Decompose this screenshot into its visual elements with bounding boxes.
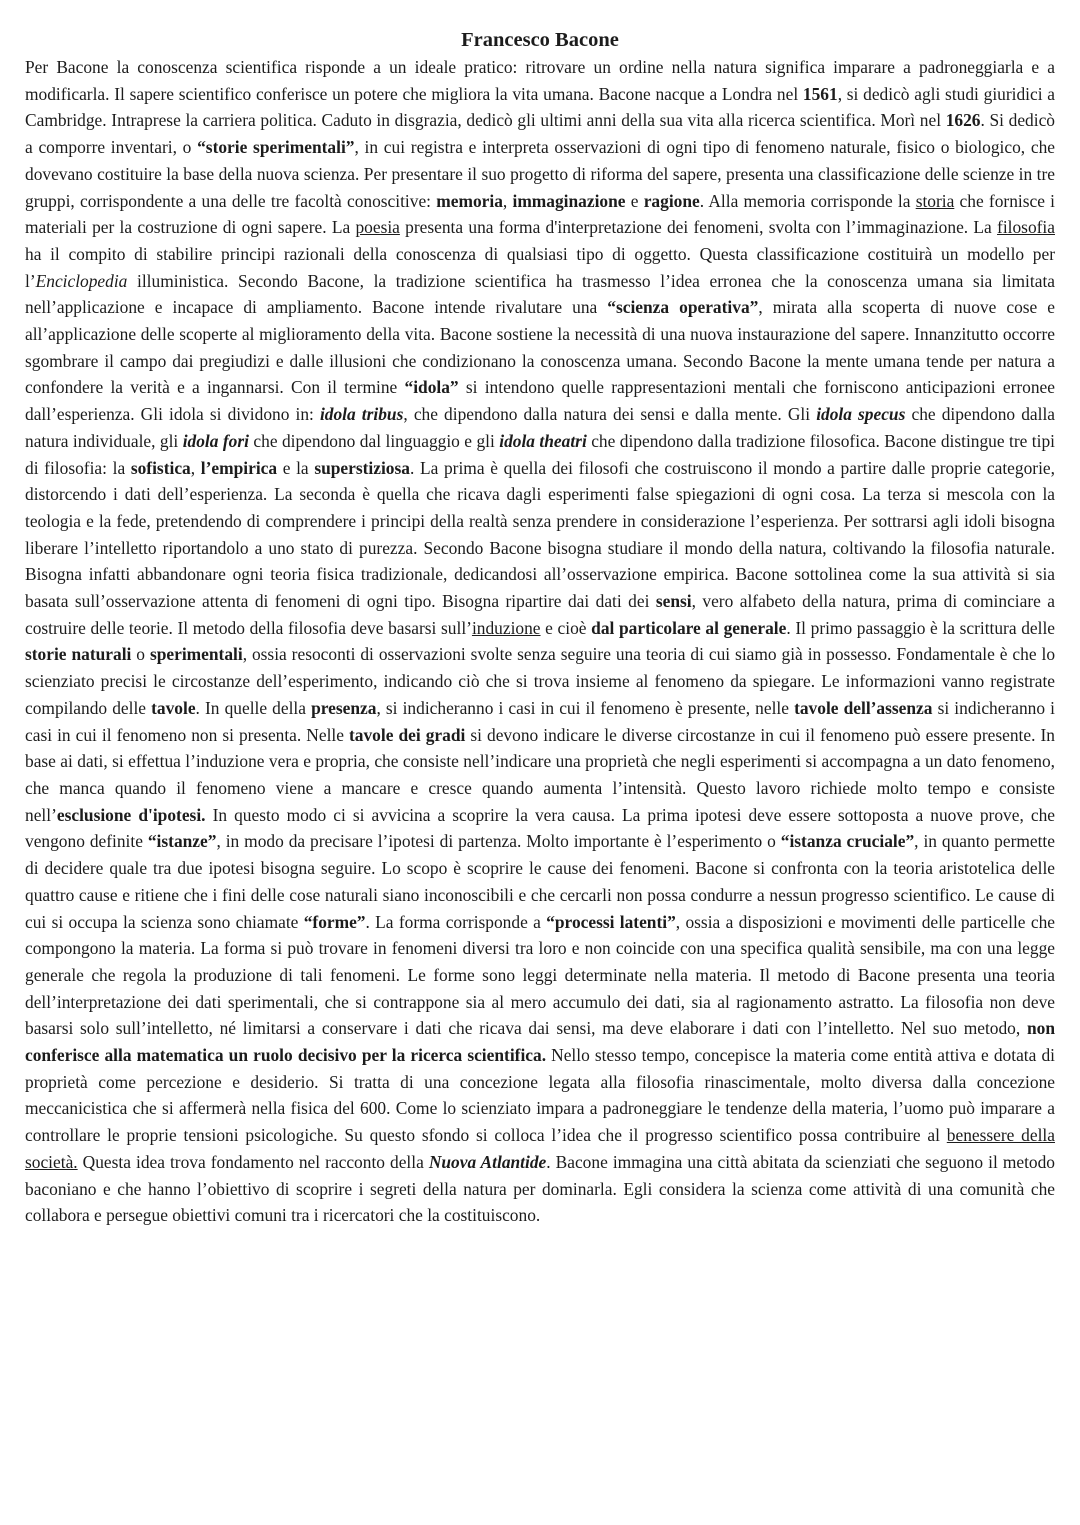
- body-text: che dipendono dalla tradizione filosofica. Bacone distingue tre tipi di filosofia: la: [25, 430, 1055, 478]
- body-text: , in cui registra e interpreta osservazioni di ogni tipo di fenomeno naturale, fisico o biologico, che dovevano costituire la base della nuova scienza. Per presentare il suo progetto di riforma del sapere, presenta una classificazione delle scienze in tre gruppi, corrispondente a una delle tre facoltà conoscitive:: [25, 137, 1055, 211]
- body-text: ,: [502, 190, 513, 211]
- body-text: che dipendono dal linguaggio e gli: [248, 430, 500, 451]
- body-text: si indicheranno i casi in cui il fenomeno non si presenta. Nelle: [25, 697, 1056, 745]
- underlined-term: filosofia: [997, 217, 1055, 238]
- bold-term: presenza: [311, 697, 377, 718]
- underlined-term: induzione: [471, 617, 541, 638]
- body-text: , in modo da precisare l’ipotesi di partenza. Molto importante è l’esperimento o: [216, 831, 781, 852]
- body-text: , vero alfabeto della natura, prima di cominciare a costruire delle teorie. Il metodo della filosofia deve basarsi sull’: [25, 591, 1056, 638]
- italic-term: Enciclopedia: [35, 270, 128, 291]
- document-body: [25, 54, 1055, 1229]
- body-text: . Il primo passaggio è la scrittura delle: [786, 617, 1056, 638]
- underlined-term: poesia: [355, 217, 400, 238]
- body-text: , che dipendono dalla natura dei sensi e dalla mente. Gli: [403, 404, 817, 425]
- underlined-term: benessere della società.: [25, 1125, 1055, 1172]
- bold-term: “idola”: [404, 377, 459, 398]
- bold-term: tavole dell’assenza: [794, 697, 933, 718]
- bold-term: “scienza operativa”: [607, 297, 759, 318]
- bold-term: “istanza cruciale”: [780, 831, 915, 852]
- body-text: . La prima è quella dei filosofi che costruiscono il mondo a partire dalle proprie categorie, distorcendo i dati dell’esperienza. La seconda è quella che ricava dagli esperimenti false spiegazioni di ogni cosa. La terza si mescola con la teologia e la fede, pretendendo di comprendere i principi della realtà senza prendere in considerazione l’esperienza. Per sottrarsi agli idoli bisogna liberare l’intelletto riportandolo a uno stato di purezza. Secondo Bacone bisogna studiare il mondo della natura, coltivando la filosofia naturale. Bisogna infatti abbandonare ogni teoria fisica tradizionale, dedicandosi all’osservazione empirica. Bacone sottolinea come la sua attività si sia basata sull’osservazione attenta di fenomeni di ogni tipo. Bisogna ripartire dai dati dei: [25, 457, 1055, 612]
- body-text: , si dedicò agli studi giuridici a Cambridge. Intraprese la carriera politica. Caduto in disgrazia, dedicò gli ultimi anni della sua vita alla ricerca scientifica. Morì nel: [25, 83, 1056, 131]
- body-text: . Alla memoria corrisponde la: [699, 190, 916, 211]
- bold-term: sperimentali: [149, 644, 243, 665]
- underlined-term: storia: [915, 190, 955, 211]
- bold-italic-term: idola specus: [816, 404, 906, 425]
- bold-italic-term: idola theatri: [499, 430, 587, 451]
- body-text: . Bacone immagina una città abitata da scienziati che seguono il metodo baconiano e che hanno l’obiettivo di scoprire i segreti della natura per dominarla. Egli considera la scienza come attività di una comunità che collabora e persegue obiettivi comuni tra i ricercatori che la costituiscono.: [25, 1151, 1055, 1226]
- bold-term: tavole: [151, 697, 196, 718]
- bold-term: “storie sperimentali”: [197, 137, 355, 158]
- body-text: si intendono quelle rappresentazioni mentali che forniscono anticipazioni erronee dall’esperienza. Gli idola si dividono in:: [25, 377, 1055, 425]
- bold-term: non conferisce alla matematica un ruolo decisivo per la ricerca scientifica.: [25, 1018, 1055, 1066]
- bold-term: “istanze”: [147, 831, 217, 852]
- body-text: Per Bacone la conoscenza scientifica risponde a un ideale pratico: ritrovare un ordine nella natura significa imparare a padroneggiarla e a modificarla. Il sapere scientifico conferisce un potere che migliora la vita umana. Bacone nacque a Londra nel: [25, 57, 1055, 104]
- bold-term: memoria: [436, 190, 503, 211]
- body-text: ha il compito di stabilire principi razionali della conoscenza di qualsiasi tipo di oggetto. Questa classificazione costituirà un modello per l’: [25, 243, 1055, 291]
- bold-term: “forme”: [303, 911, 366, 932]
- body-text: . In quelle della: [195, 697, 312, 718]
- body-text: e: [625, 190, 644, 211]
- bold-term: 1626: [945, 110, 981, 131]
- bold-term: immaginazione: [512, 190, 626, 211]
- body-text: , si indicheranno i casi in cui il fenomeno è presente, nelle: [376, 697, 795, 718]
- body-text: . Si dedicò a comporre inventari, o: [25, 110, 1055, 158]
- bold-term: storie naturali: [25, 644, 132, 665]
- bold-italic-term: idola tribus: [319, 404, 404, 425]
- body-text: . La forma corrisponde a: [365, 911, 547, 932]
- bold-term: sensi: [655, 591, 692, 612]
- body-text: che fornisce i materiali per la costruzione di ogni sapere. La: [25, 190, 1055, 238]
- bold-term: tavole dei gradi: [349, 724, 466, 745]
- body-text: si devono indicare le diverse circostanze in cui il fenomeno può essere presente. In base ai dati, si effettua l’induzione vera e propria, che consiste nell’indicare una proprietà che negli esperimenti si accompagna a un dato fenomeno, che manca quando il fenomeno viene a mancare e cresce quando aumenta l’intensità. Questo lavoro richiede molto tempo e consiste nell’: [25, 724, 1055, 825]
- body-text: presenta una forma d'interpretazione dei fenomeni, svolta con l’immaginazione. La: [399, 217, 998, 238]
- body-text: ,: [190, 457, 201, 478]
- bold-term: sofistica: [130, 457, 191, 478]
- body-text: , in quanto permette di decidere quale tra due ipotesi bisogna seguire. Lo scopo è scoprire le cause dei fenomeni. Bacone si confronta con la teoria aristotelica delle quattro cause e ritiene che i fini delle cose naturali siano inconoscibili e che cercarli non possa condurre a nessun progresso scientifico. Le cause di cui si occupa la scienza sono chiamate: [25, 831, 1055, 932]
- bold-term: esclusione d'ipotesi.: [56, 804, 206, 825]
- body-text: e la: [277, 457, 315, 478]
- body-text: , ossia resoconti di osservazioni svolte senza seguire una teoria di cui siamo già in possesso. Fondamentale è che lo scienziato precisi le circostanze dell’esperimento, indicando ciò che si trova insieme al fenomeno da spiegare. Le informazioni vanno registrate compilando delle: [25, 644, 1056, 718]
- bold-term: dal particolare al generale: [591, 617, 787, 638]
- body-text: e cioè: [540, 617, 592, 638]
- document-title: Francesco Bacone: [461, 29, 619, 51]
- body-text: o: [131, 644, 150, 665]
- body-text: Questa idea trova fondamento nel racconto della: [77, 1151, 429, 1172]
- bold-italic-term: Nuova Atlantide: [428, 1151, 547, 1172]
- body-text: illuministica. Secondo Bacone, la tradizione scientifica ha trasmesso l’idea erronea che la conoscenza umana sia limitata nell’applicazione e incapace di ampliamento. Bacone intende rivalutare una: [25, 270, 1055, 318]
- body-text: Nello stesso tempo, concepisce la materia come entità attiva e dotata di proprietà come percezione e desiderio. Si tratta di una concezione legata alla filosofia rinascimentale, molto diversa dalla concezione meccanicistica che si affermerà nella fisica del 600. Come lo scienziato impara a padroneggiare le tendenze della materia, l’uomo può imparare a controllare le proprie tensioni psicologiche. Su questo sfondo si colloca l’idea che il progresso scientifico possa contribuire al: [25, 1045, 1055, 1146]
- bold-term: “processi latenti”: [546, 911, 676, 932]
- body-text: , ossia a disposizioni e movimenti delle particelle che compongono la materia. La forma si può trovare in fenomeni diversi tra loro e non coincide con una specifica qualità sensibile, ma con una legge generale che regola la produzione di tali fenomeni. Le forme sono leggi determinate nella materia. Il metodo di Bacone presenta una teoria dell’interpretazione dei dati sperimentali, che si contrappone sia al mero accumulo dei dati, sia al ragionamento astratto. La filosofia non deve basarsi solo sull’intelletto, né limitarsi a conservare i dati che ricava dai sensi, ma deve elaborare i dati con l’intelletto. Nel suo metodo,: [25, 911, 1055, 1039]
- bold-term: 1561: [802, 83, 838, 104]
- bold-term: superstiziosa: [314, 457, 410, 478]
- bold-italic-term: idola fori: [182, 430, 249, 451]
- body-text: che dipendono dalla natura individuale, gli: [25, 404, 1056, 451]
- bold-term: l’empirica: [200, 457, 278, 478]
- body-text: In questo modo ci si avvicina a scoprire la vera causa. La prima ipotesi deve essere sottoposta a nuove prove, che vengono definite: [25, 804, 1055, 852]
- body-text: , mirata alla scoperta di nuove cose e all’applicazione delle scoperte al miglioramento della vita. Bacone sostiene la necessità di una nuova instaurazione del sapere. Innanzitutto occorre sgombrare il campo dai pregiudizi e dalle illusioni che condizionano la conoscenza umana. Secondo Bacone la mente umana tende per natura a confondere la verità e a ingannarsi. Con il termine: [25, 297, 1056, 398]
- bold-term: ragione: [643, 190, 700, 211]
